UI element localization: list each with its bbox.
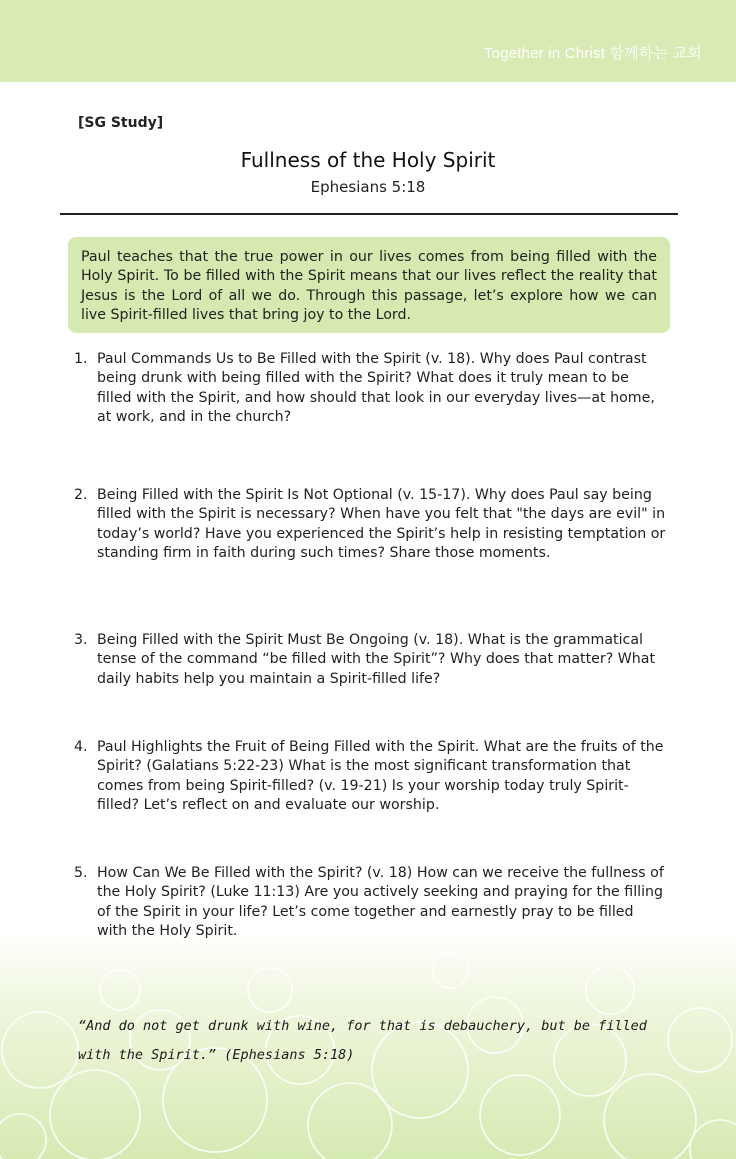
question-item (74, 350, 666, 428)
question-item (74, 738, 666, 816)
intro-box (68, 237, 670, 333)
page-title: Fullness of the Holy Spirit (240, 148, 496, 172)
question-number: 4. (74, 739, 88, 755)
header-band (0, 0, 736, 82)
question-text: Being Filled with the Spirit Is Not Optional (v. 15-17). Why does Paul say being filled with the Spirit is necessary? When have you felt that "the days are evil" in today’s world? Have you experienced the Spirit’s help in resisting temptation or standing firm in faith during such times? Share those moments. (97, 487, 666, 562)
scripture-quote: “And do not get drunk with wine, for that is debauchery, but be filled with the Spirit.” (Ephesians 5:18) (78, 1018, 647, 1063)
question-number: 2. (74, 487, 88, 503)
question-item (74, 864, 666, 942)
question-number: 5. (74, 865, 88, 881)
question-item (74, 486, 666, 564)
question-number: 1. (74, 351, 88, 367)
question-item (74, 631, 666, 689)
question-text: Being Filled with the Spirit Must Be Ongoing (v. 18). What is the grammatical tense of the command “be filled with the Spirit”? Why does that matter? What daily habits help you maintain a Spirit-filled life? (97, 632, 656, 687)
question-text: Paul Commands Us to Be Filled with the Spirit (v. 18). Why does Paul contrast being drunk with being filled with the Spirit? What does it truly mean to be filled with the Spirit, and how should that look in our everyday lives—at home, at work, and in the church? (97, 351, 655, 426)
question-number: 3. (74, 632, 88, 648)
intro-text: Paul teaches that the true power in our lives comes from being filled with the Holy Spirit. To be filled with the Spirit means that our lives reflect the reality that Jesus is the Lord of all we do. Through this passage, let’s explore how we can live Spirit-filled lives that bring joy to the Lord. (81, 249, 657, 324)
header-title: Together in Christ 함께하는 교회 (483, 45, 702, 62)
scripture-reference: Ephesians 5:18 (310, 178, 426, 196)
question-text: Paul Highlights the Fruit of Being Filled with the Spirit. What are the fruits of the Spirit? (Galatians 5:22-23) What is the most significant transformation that comes from being Spirit-filled? (v. 19-21) Is your worship today truly Spirit-filled? Let’s reflect on and evaluate our worship. (97, 739, 664, 814)
study-label: [SG Study] (78, 115, 164, 131)
question-text: How Can We Be Filled with the Spirit? (v. 18) How can we receive the fullness of the Holy Spirit? (Luke 11:13) Are you actively seeking and praying for the filling of the Spirit in your life? Let’s come together and earnestly pray to be filled with the Holy Spirit. (97, 865, 664, 940)
title-divider (60, 213, 678, 215)
